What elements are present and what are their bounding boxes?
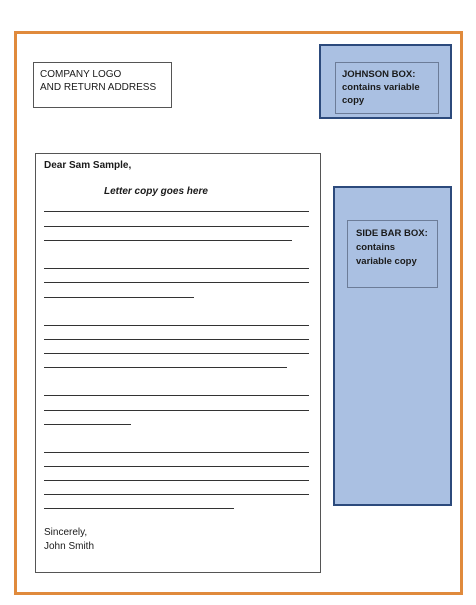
sidebar-box-line-2: contains [356,242,396,253]
johnson-box [319,44,452,119]
copy-line [44,325,309,326]
johnson-box-line-3: copy [342,95,365,106]
copy-line [44,282,309,283]
copy-line [44,494,309,495]
salutation: Dear Sam Sample, [44,160,132,171]
copy-line [44,410,309,411]
copy-line [44,211,309,212]
closing-block [44,526,94,554]
copy-line [44,508,234,509]
letter-copy-placeholder: Letter copy goes here [104,186,208,197]
signature: John Smith [44,541,95,552]
sidebar-box-line-1: SIDE BAR BOX: [356,228,428,239]
copy-line [44,395,309,396]
sidebar-box-inner [347,220,438,288]
logo-box-line-2: AND RETURN ADDRESS [40,82,157,93]
copy-line [44,480,309,481]
sidebar-box [333,186,452,506]
logo-box-line-1: COMPANY LOGO [40,69,122,80]
copy-line [44,353,309,354]
copy-line [44,226,309,227]
company-logo-box [33,62,172,108]
copy-line [44,466,309,467]
copy-line [44,297,194,298]
sidebar-box-line-3: variable copy [356,256,417,267]
copy-line [44,339,309,340]
copy-line [44,424,131,425]
copy-line [44,268,309,269]
closing: Sincerely, [44,527,88,538]
copy-line [44,452,309,453]
johnson-box-inner [335,62,439,114]
johnson-box-line-2: contains variable [342,82,420,93]
letter-box [35,153,321,573]
copy-line [44,367,287,368]
johnson-box-line-1: JOHNSON BOX: [342,69,416,80]
copy-line [44,240,292,241]
